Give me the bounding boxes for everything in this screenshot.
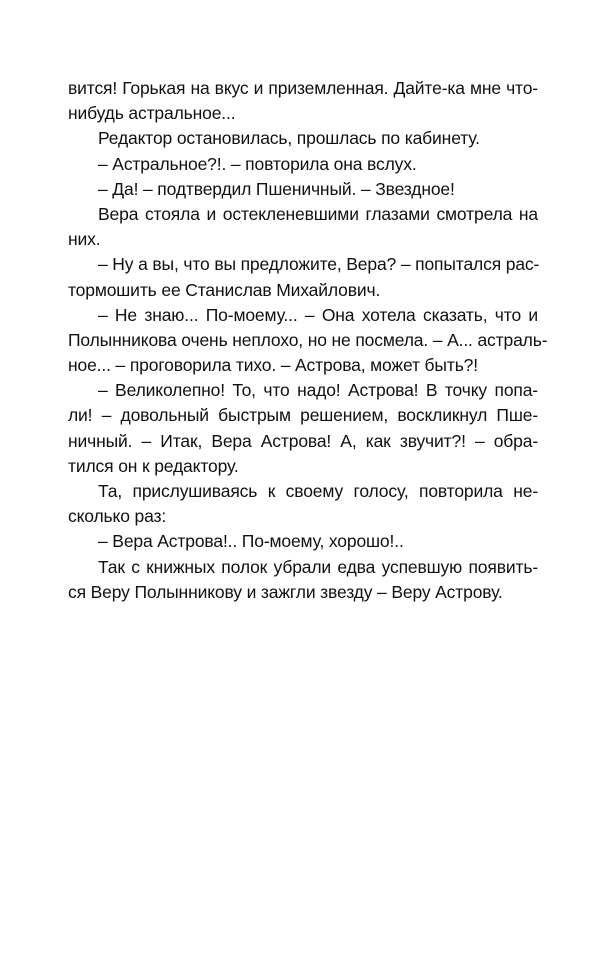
text-line: Так с книжных полок убрали едва успевшую появить- <box>98 556 538 577</box>
text-line: – Не знаю... По-моему... – Она хотела сказать, что и <box>98 304 538 325</box>
text-line: ся Веру Полынникову и зажгли звезду – Веру Астрову. <box>68 581 503 602</box>
text-line: Полынникова очень неплохо, но не посмела. – А... астраль- <box>68 329 548 350</box>
text-line: сколько раз: <box>68 506 167 527</box>
text-line: – Ну а вы, что вы предложите, Вера? – попытался рас- <box>98 254 540 275</box>
text-line: ничный. – Итак, Вера Астрова! А, как звучит?! – обра- <box>68 430 538 451</box>
text-line: – Вера Астрова!.. По-моему, хорошо!.. <box>98 531 404 552</box>
text-line: тился он к редактору. <box>68 455 239 476</box>
text-line: – Астральное?!. – повторила она вслух. <box>98 153 417 174</box>
text-line: Редактор остановилась, прошлась по кабинету. <box>98 128 480 149</box>
text-line: вится! Горькая на вкус и приземленная. Дайте-ка мне что- <box>68 78 538 98</box>
text-line: нибудь астральное... <box>68 103 236 124</box>
text-line: ное... – проговорила тихо. – Астрова, может быть?! <box>68 355 478 376</box>
text-line: ли! – довольный быстрым решением, воскликнул Пше- <box>68 405 538 426</box>
text-line: Та, прислушиваясь к своему голосу, повторила не- <box>98 481 538 501</box>
text-line: – Великолепно! То, что надо! Астрова! В точку попа- <box>98 380 538 401</box>
text-line: – Да! – подтвердил Пшеничный. – Звездное! <box>98 178 455 199</box>
text-line: них. <box>68 229 101 250</box>
page-text <box>68 76 548 605</box>
text-line: тормошить ее Станислав Михайлович. <box>68 279 381 300</box>
text-line: Вера стояла и остекленевшими глазами смотрела на <box>98 203 538 224</box>
